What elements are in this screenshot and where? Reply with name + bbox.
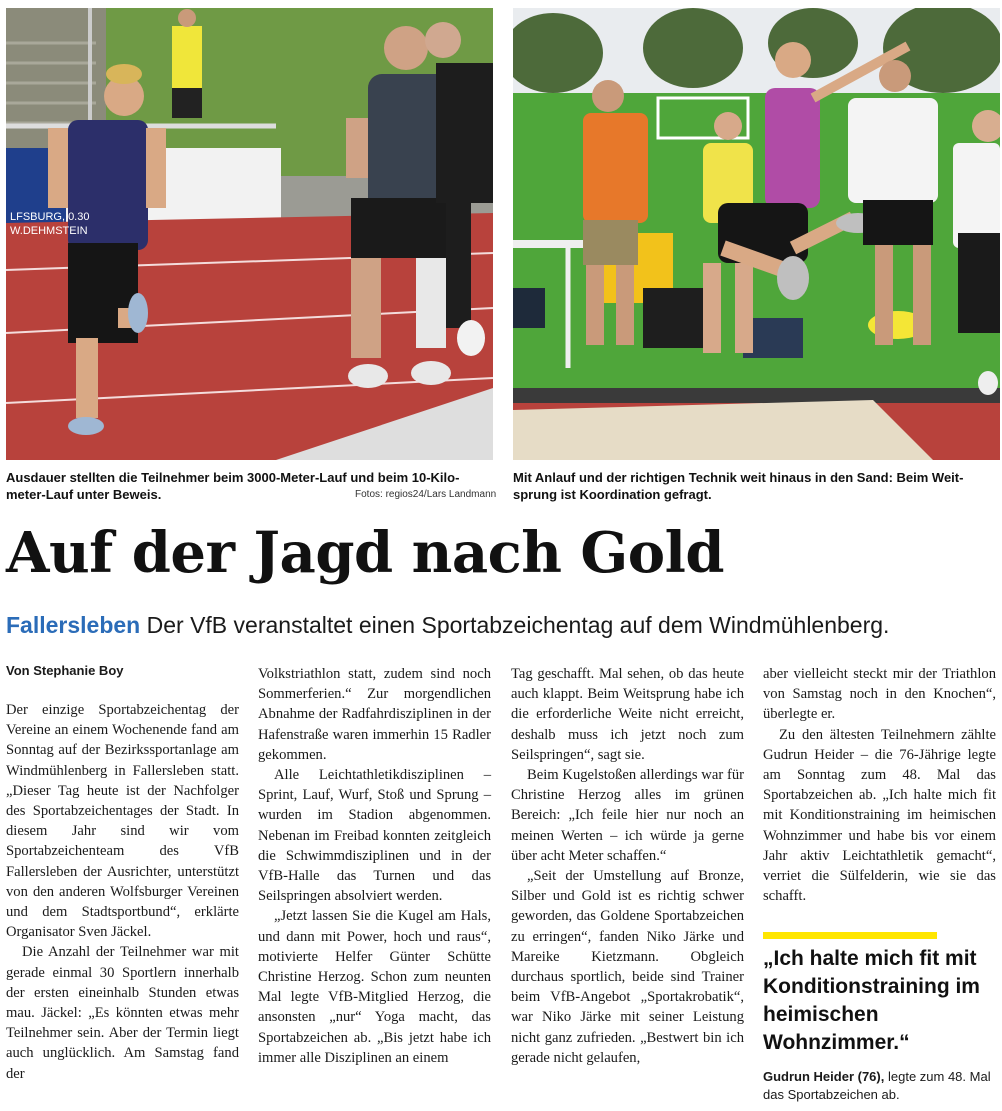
pull-quote: „Ich halte mich fit mit Konditionstraining im heimischen Wohnzimmer.“: [763, 947, 980, 1054]
article-column-3: [511, 664, 744, 1068]
article-column-2: [258, 664, 491, 1068]
sign-text-2: W.DEHMSTEIN: [10, 225, 88, 237]
paragraph: „Jetzt lassen Sie die Kugel am Hals, und dann mit Power, hoch und raus“, motivierte Helfer Günter Schütte Christine Herzog. Schon zum neunten Mal legte VfB-Mitglied Herzog, die ansonsten „nur“ Yoga macht, das Sportabzeichen ab. „Bis jetzt habe ich immer alle Disziplinen an einem: [258, 908, 491, 1066]
quote-name: Gudrun Heider (76),: [763, 1069, 885, 1084]
caption-right: [513, 469, 983, 503]
paragraph: „Seit der Umstellung auf Bronze, Silber und Gold ist es richtig schwer geworden, das Goldene Sportabzeichen zu erringen“, fanden Niko Järke und Mareike Kietzmann. Obgleich durchaus sportlich, beide sind Trainer beim VfB-Angebot „Sportakrobatik“, war Niko Järke mit seiner Leistung nicht ganz zufrieden. „Bestwert bin ich gerade nicht gelaufen,: [511, 868, 744, 1066]
photo-runners: [6, 8, 493, 460]
photo-long-jump: [513, 8, 1000, 460]
article-column-4: [763, 664, 996, 906]
paragraph: Alle Leichtathletikdisziplinen – Sprint, Lauf, Wurf, Stoß und Sprung – wurden im Stadion abgenommen. Nebenan im Freibad konnten zeitgleich die Schwimmdisziplinen und in der VfB-Halle das Turnen und das Seilspringen absolviert werden.: [258, 767, 491, 905]
article-headline: Auf der Jagd nach Gold: [6, 520, 725, 586]
article-column-1: [6, 700, 239, 1084]
paragraph: Die Anzahl der Teilnehmer war mit gerade einmal 30 Sportlern innerhalb der ersten eineinhalb Stunden etwas mau. Jäckel: „Es könnten etwas mehr Teilnehmer sein. Aber der Termin liegt auch unglücklich. Am Samstag fand der: [6, 944, 239, 1082]
subline-text: Der VfB veranstaltet einen Sportabzeichentag auf dem Windmühlenberg.: [146, 612, 890, 638]
byline: Von Stephanie Boy: [6, 663, 124, 678]
paragraph: Tag geschafft. Mal sehen, ob das heute auch klappt. Beim Weitsprung habe ich die erforderliche Weite nicht erreicht, deshalb muss ich jetzt noch zum Seilspringen“, sagt sie.: [511, 666, 744, 763]
caption-right-text: Mit Anlauf und der richtigen Technik weit hinaus in den Sand: Beim Weit-sprung ist Koordination gefragt.: [513, 470, 964, 502]
paragraph: Volkstriathlon statt, zudem sind noch Sommerferien.“ Zur morgendlichen Abnahme der Radfahrdisziplinen in der Hafenstraße waren immerhin 15 Radler gekommen.: [258, 666, 491, 763]
paragraph: Zu den ältesten Teilnehmern zählte Gudrun Heider – die 76-Jährige legte am Sonntag zum 48. Mal das Sportabzeichen ab. „Ich halte mich fit mit Konditionstraining im heimischen Wohnzimmer und habe bis vor einem Jahr aktiv Leichtathletik gemacht“, verriet die Sülfelderin, wie sie das schafft.: [763, 726, 996, 905]
article-subline: [6, 610, 996, 640]
paragraph: Der einzige Sportabzeichentag der Vereine an einem Wochenende fand am Sonntag auf der Bezirkssportanlage am Windmühlenberg in Fallersleben statt. „Dieser Tag heute ist der Nachfolger des Sportabzeichentages der Stadt. In diesem Jahr sind wir vom Sportabzeichenteam des VfB Fallersleben der Ausrichter, unterstützt von den anderen Wolfsburger Vereinen und dem Stadtsportbund“, erklärte Organisator Sven Jäckel.: [6, 702, 239, 941]
caption-left-text: Ausdauer stellten die Teilnehmer beim 3000-Meter-Lauf und beim 10-Kilo-meter-Lauf unter Beweis.: [6, 470, 460, 502]
quote-highlight-bar: [763, 932, 937, 939]
paragraph: Beim Kugelstoßen allerdings war für Christine Herzog alles im grünen Bereich: „Ich feile hier nur noch an meinen Werten – ich würde ja gerne über acht Meter schaffen.“: [511, 767, 744, 864]
photo-credit: Fotos: regios24/Lars Landmann: [355, 489, 497, 500]
quote-source-text: legte zum 48. Mal das Sportabzeichen ab.: [763, 1069, 991, 1102]
sign-text-1: LFSBURG, 0.30: [10, 211, 90, 223]
paragraph: aber vielleicht steckt mir der Triathlon von Samstag noch in den Knochen“, überlegte er.: [763, 666, 996, 723]
dateline-place: Fallersleben: [6, 612, 141, 638]
pull-quote-source: [763, 1068, 995, 1104]
